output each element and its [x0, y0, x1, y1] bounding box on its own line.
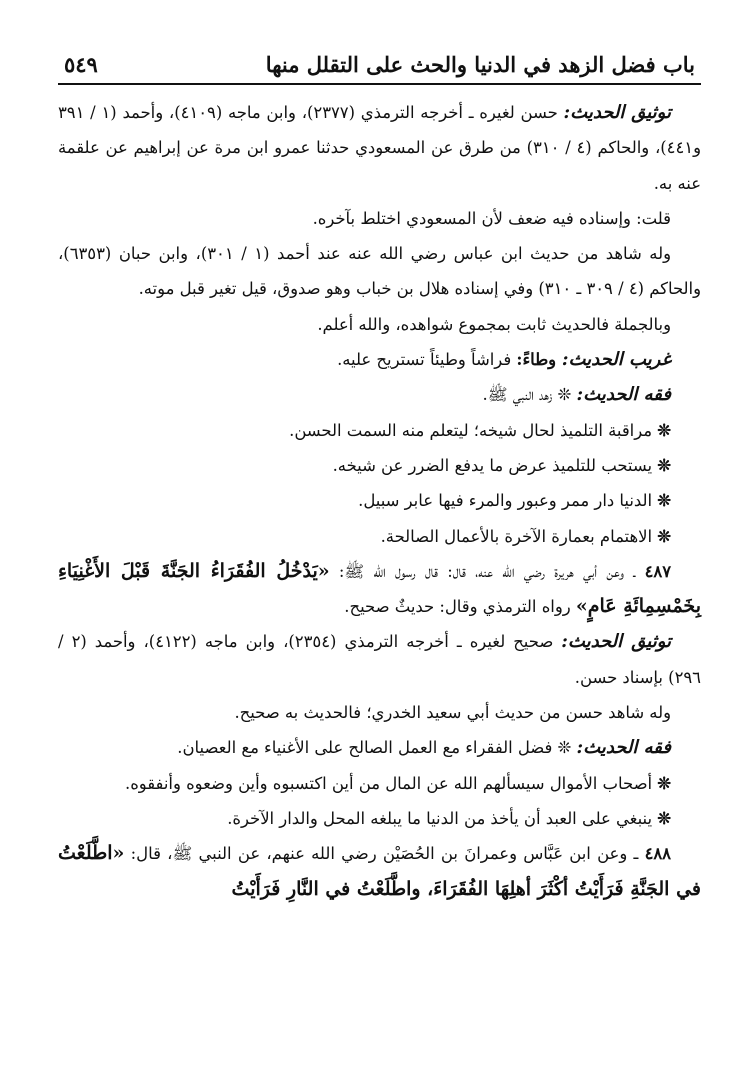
list-item: ❊ مراقبة التلميذ لحال شيخه؛ ليتعلم منه السمت الحسن.	[289, 420, 671, 440]
fiqh-paragraph	[58, 730, 701, 765]
paragraph: وله شاهد حسن من حديث أبي سعيد الخدري؛ فالحديث به صحيح.	[234, 703, 671, 723]
list-item: ❊ أصحاب الأموال سيسألهم الله عن المال من أين اكتسبوه وأين وضعوه وأنفقوه.	[124, 773, 671, 793]
bullet-icon: ❊	[657, 808, 671, 828]
hadith-487	[58, 554, 701, 625]
chapter-title: باب فضل الزهد في الدنيا والحث على التقلل منها	[265, 52, 695, 77]
takhrij-paragraph	[58, 624, 701, 695]
paragraph-text: صحيح لغيره ـ أخرجه الترمذي (٢٣٥٤)، وابن ماجه (٤١٢٢)، وأحمد (٢ / ٢٩٦) بإسناد حسن.	[58, 632, 701, 687]
section-label: توثيق الحديث:	[563, 102, 671, 123]
hadith-intro: ـ وعن أبي هريرة رضي الله عنه، قال: قال رسول الله ﷺ:	[329, 561, 645, 581]
bullet-icon: ❊	[657, 420, 671, 440]
section-label: فقه الحديث:	[576, 384, 671, 406]
page-body	[58, 95, 701, 907]
section-label: توثيق الحديث:	[561, 631, 672, 653]
list-item: ❊ يستحب للتلميذ عرض ما يدفع الضرر عن شيخه.	[332, 455, 671, 475]
paragraph-text: ❊ زهد النبي ﷺ.	[482, 385, 577, 405]
list-item: ❊ ينبغي على العبد أن يأخذ من الدنيا ما يبلغه المحل والدار الآخرة.	[227, 808, 671, 828]
bullet-icon: ❊	[657, 455, 671, 475]
hadith-number: ٤٨٨	[644, 844, 671, 864]
bullet-icon: ❊	[657, 491, 671, 511]
paragraph: وله شاهد من حديث ابن عباس رضي الله عنه عند أحمد (١ / ٣٠١)، وابن حبان (٦٣٥٣)، والحاكم (٤ / ٣٠٩ ـ ٣١٠) وفي إسناده هلال بن خباب وهو صدوق، قيل تغير قبل موته.	[58, 244, 701, 299]
section-label: فقه الحديث:	[576, 737, 671, 759]
section-label: غريب الحديث:	[561, 349, 671, 371]
gharib-paragraph	[58, 342, 701, 377]
paragraph-text: ❊ فضل الفقراء مع العمل الصالح على الأغنياء مع العصيان.	[177, 738, 577, 758]
bullet-icon: ❊	[657, 773, 671, 793]
header-rule	[58, 83, 701, 85]
hadith-number: ٤٨٧	[644, 561, 672, 581]
hadith-intro: ـ وعن ابن عَبَّاس وعمرانَ بن الحُصَيْن رضي الله عنهم، عن النبي ﷺ، قال:	[124, 844, 645, 864]
paragraph-text: حسن لغيره ـ أخرجه الترمذي (٢٣٧٧)، وابن ماجه (٤١٠٩)، وأحمد (١ / ٣٩١ و٤٤١)، والحاكم (٤ / ٣١٠) من طرق عن المسعودي حدثنا عمرو ابن مرة عن إبراهيم عن علقمة عنه به.	[58, 103, 702, 193]
takhrij-paragraph	[58, 95, 701, 201]
paragraph-text: فراشاً وطيئاً تستريح عليه.	[337, 350, 517, 370]
term: وطاءً:	[516, 350, 562, 370]
bullet-icon: ❊	[657, 526, 671, 546]
hadith-tail: رواه الترمذي وقال: حديثٌ صحيح.	[344, 597, 576, 617]
page-number: ٥٤٩	[64, 52, 98, 77]
fiqh-paragraph	[58, 377, 701, 412]
hadith-text: «يَدْخُلُ الفُقَرَاءُ الجَنَّةَ قَبْلَ الأَغْنِيَاءِ بِخَمْسِمِائَةِ عَامٍ»	[58, 559, 701, 618]
hadith-text: «اطَّلَعْتُ في الجَنَّةِ فَرَأَيْتُ أكْثَرَ أهلِهَا الفُقَرَاءَ، واطَّلَعْتُ في النَّارِ فَرَأَيْتُ	[58, 842, 701, 900]
page-header	[58, 52, 701, 83]
paragraph: قلت: وإسناده فيه ضعف لأن المسعودي اختلط بآخره.	[312, 208, 671, 228]
list-item: ❊ الاهتمام بعمارة الآخرة بالأعمال الصالحة.	[380, 526, 671, 546]
paragraph: وبالجملة فالحديث ثابت بمجموع شواهده، والله أعلم.	[317, 314, 671, 334]
list-item: ❊ الدنيا دار ممر وعبور والمرء فيها عابر سبيل.	[358, 491, 671, 511]
hadith-488	[58, 836, 701, 907]
